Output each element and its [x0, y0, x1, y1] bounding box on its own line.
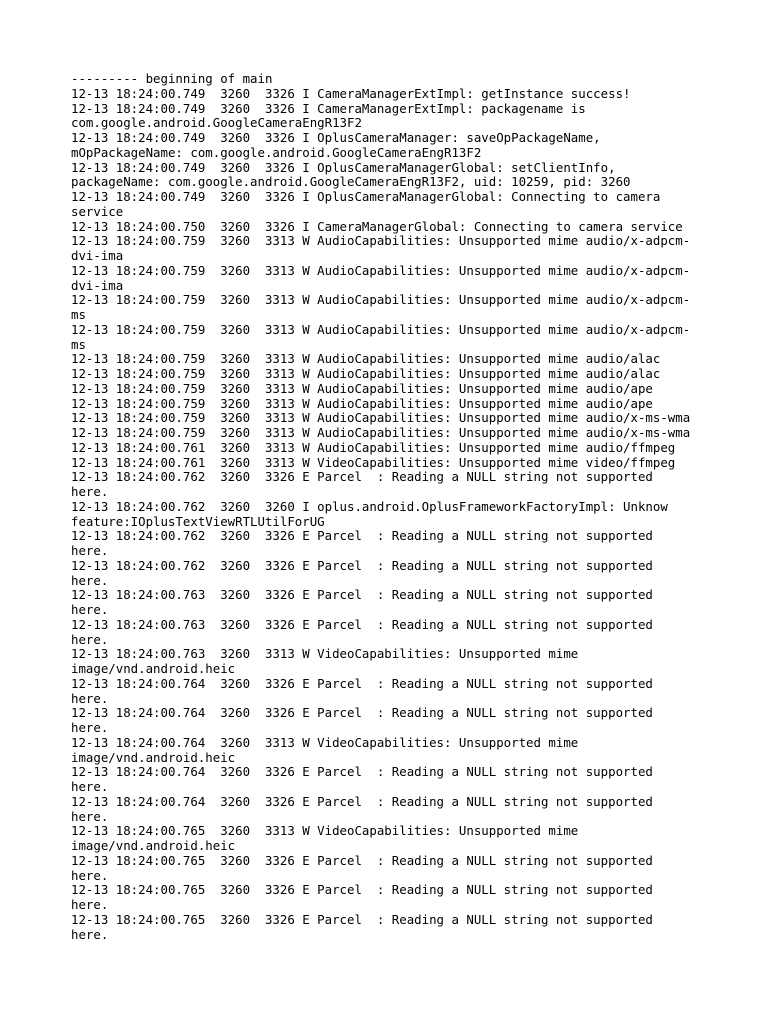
log-line: here. — [71, 631, 109, 647]
log-line: 12-13 18:24:00.763 3260 3326 E Parcel : Reading a NULL string not supported — [71, 616, 653, 632]
log-line: feature:IOplusTextViewRTLUtilForUG — [71, 513, 325, 529]
log-line: ms — [71, 336, 86, 352]
log-line: 12-13 18:24:00.759 3260 3313 W AudioCapabilities: Unsupported mime audio/alac — [71, 351, 661, 367]
log-line: dvi-ima — [71, 277, 124, 293]
log-line: packageName: com.google.android.GoogleCameraEngR13F2, uid: 10259, pid: 3260 — [71, 174, 631, 190]
log-line: com.google.android.GoogleCameraEngR13F2 — [71, 115, 362, 131]
log-line: here. — [71, 867, 109, 883]
log-line: 12-13 18:24:00.759 3260 3313 W AudioCapabilities: Unsupported mime audio/ape — [71, 380, 653, 396]
log-line: service — [71, 203, 124, 219]
log-line: 12-13 18:24:00.764 3260 3326 E Parcel : Reading a NULL string not supported — [71, 705, 653, 721]
log-line: here. — [71, 572, 109, 588]
log-line: 12-13 18:24:00.762 3260 3326 E Parcel : Reading a NULL string not supported — [71, 528, 653, 544]
log-line: here. — [71, 602, 109, 617]
log-line: here. — [71, 926, 109, 942]
log-line: image/vnd.android.heic — [71, 838, 236, 853]
log-line: 12-13 18:24:00.763 3260 3326 E Parcel : Reading a NULL string not supported — [71, 587, 653, 603]
log-line: 12-13 18:24:00.759 3260 3313 W AudioCapabilities: Unsupported mime audio/x-adpcm- — [71, 321, 691, 337]
log-line: 12-13 18:24:00.759 3260 3313 W AudioCapabilities: Unsupported mime audio/x-adpcm- — [71, 262, 691, 278]
log-line: image/vnd.android.heic — [71, 749, 236, 765]
log-line: here. — [71, 897, 109, 912]
log-line: 12-13 18:24:00.765 3260 3326 E Parcel : Reading a NULL string not supported — [71, 911, 653, 927]
log-line: here. — [71, 690, 109, 706]
log-line: dvi-ima — [71, 248, 124, 263]
log-line: ms — [71, 307, 86, 322]
log-document — [71, 72, 761, 942]
log-line: 12-13 18:24:00.749 3260 3326 I OplusCameraManager: saveOpPackageName, — [71, 130, 601, 145]
log-line: 12-13 18:24:00.750 3260 3326 I CameraManagerGlobal: Connecting to camera service — [71, 218, 683, 234]
log-line: here. — [71, 484, 109, 499]
log-line: 12-13 18:24:00.765 3260 3313 W VideoCapabilities: Unsupported mime — [71, 823, 579, 839]
log-line: --------- beginning of main — [71, 71, 273, 86]
log-line: 12-13 18:24:00.749 3260 3326 I OplusCameraManagerGlobal: Connecting to camera — [71, 189, 661, 204]
log-line: 12-13 18:24:00.759 3260 3313 W AudioCapabilities: Unsupported mime audio/x-adpcm- — [71, 292, 691, 308]
log-line: 12-13 18:24:00.759 3260 3313 W AudioCapabilities: Unsupported mime audio/ape — [71, 395, 653, 411]
log-line: 12-13 18:24:00.763 3260 3313 W VideoCapabilities: Unsupported mime — [71, 646, 579, 662]
log-line: 12-13 18:24:00.749 3260 3326 I CameraManagerExtImpl: packagename is — [71, 100, 586, 116]
log-line: 12-13 18:24:00.762 3260 3326 E Parcel : Reading a NULL string not supported — [71, 557, 653, 573]
log-line: here. — [71, 720, 109, 735]
log-line: 12-13 18:24:00.749 3260 3326 I CameraManagerExtImpl: getInstance success! — [71, 85, 631, 101]
log-line: 12-13 18:24:00.762 3260 3260 I oplus.android.OplusFrameworkFactoryImpl: Unknow — [71, 498, 668, 514]
log-line: 12-13 18:24:00.764 3260 3326 E Parcel : Reading a NULL string not supported — [71, 793, 653, 809]
log-line: here. — [71, 543, 109, 558]
log-line: image/vnd.android.heic — [71, 661, 236, 676]
log-line: 12-13 18:24:00.759 3260 3313 W AudioCapabilities: Unsupported mime audio/x-ms-wma — [71, 410, 691, 426]
log-line: 12-13 18:24:00.761 3260 3313 W VideoCapabilities: Unsupported mime video/ffmpeg — [71, 454, 676, 470]
log-line: 12-13 18:24:00.765 3260 3326 E Parcel : Reading a NULL string not supported — [71, 852, 653, 868]
log-line: 12-13 18:24:00.765 3260 3326 E Parcel : Reading a NULL string not supported — [71, 882, 653, 898]
log-line: 12-13 18:24:00.759 3260 3313 W AudioCapabilities: Unsupported mime audio/alac — [71, 366, 661, 381]
log-line: 12-13 18:24:00.759 3260 3313 W AudioCapabilities: Unsupported mime audio/x-ms-wma — [71, 425, 691, 440]
log-line: 12-13 18:24:00.762 3260 3326 E Parcel : Reading a NULL string not supported — [71, 469, 653, 485]
log-line: here. — [71, 779, 109, 794]
log-line: here. — [71, 808, 109, 824]
log-line: 12-13 18:24:00.764 3260 3326 E Parcel : Reading a NULL string not supported — [71, 675, 653, 691]
log-line: 12-13 18:24:00.761 3260 3313 W AudioCapabilities: Unsupported mime audio/ffmpeg — [71, 439, 676, 455]
log-line: 12-13 18:24:00.759 3260 3313 W AudioCapabilities: Unsupported mime audio/x-adpcm- — [71, 233, 691, 249]
log-line: 12-13 18:24:00.749 3260 3326 I OplusCameraManagerGlobal: setClientInfo, — [71, 159, 616, 175]
log-line: 12-13 18:24:00.764 3260 3326 E Parcel : Reading a NULL string not supported — [71, 764, 653, 780]
log-line: 12-13 18:24:00.764 3260 3313 W VideoCapabilities: Unsupported mime — [71, 734, 579, 750]
log-line: mOpPackageName: com.google.android.GoogleCameraEngR13F2 — [71, 144, 482, 160]
